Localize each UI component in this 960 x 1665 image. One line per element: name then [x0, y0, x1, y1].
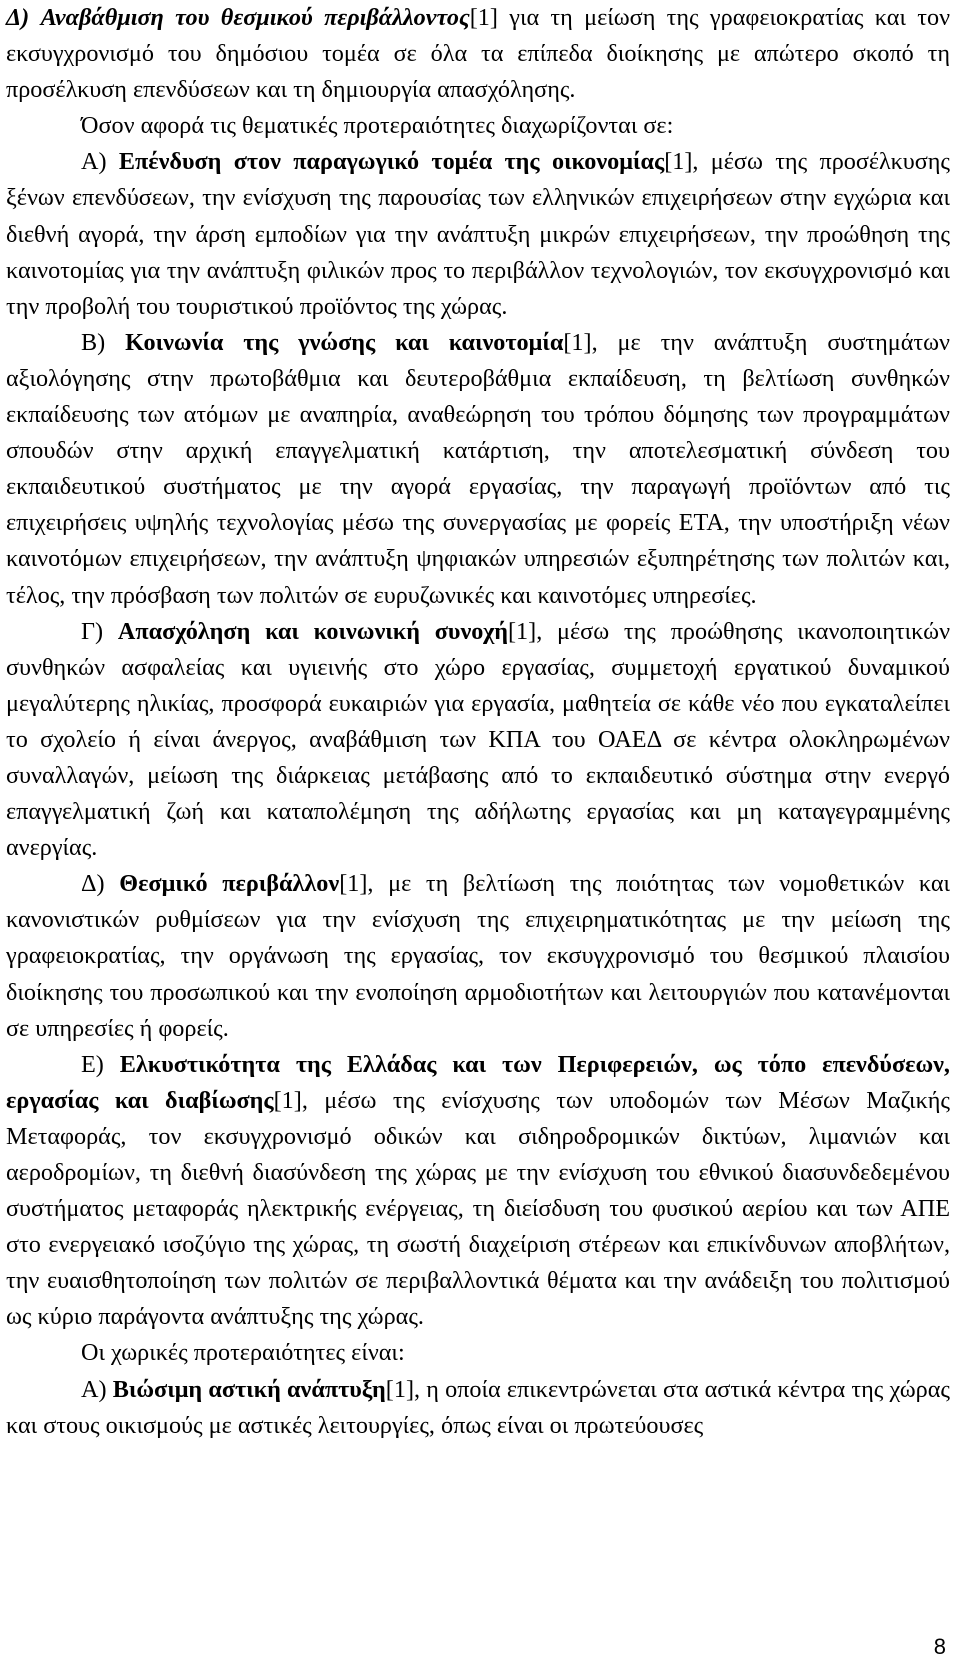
paragraph-thematic-intro: Όσον αφορά τις θεματικές προτεραιότητες διαχωρίζονται σε: [81, 112, 674, 140]
section-heading: Βιώσιμη αστική ανάπτυξη [112, 1375, 386, 1403]
section-heading: Κοινωνία της γνώσης και καινοτομία [125, 328, 564, 356]
paragraph-text: , με τη βελτίωση της ποιότητας των νομοθετικών και κανονιστικών ρυθμίσεων για την ενίσχυση της επιχειρηματικότητας με την μείωση της γραφειοκρατίας, την οργάνωση της εργασίας, τον εκσυγχρονισμό του θεσμικού πλαισίου διοίκησης του προσωπικού και την ενοποίηση αρμοδιοτήτων και λειτουργιών που κατανέμονται σε υπηρεσίες ή φορείς. [6, 870, 951, 1042]
paragraph-employment-cohesion [6, 614, 950, 867]
paragraph-text: , με την ανάπτυξη συστημάτων αξιολόγησης στην πρωτοβάθμια και δευτεροβάθμια εκπαίδευση, τη βελτίωση συνθηκών εκπαίδευσης των ατόμων με αναπηρία, αναθεώρηση του τρόπου δόμησης των προγραμμάτων σπουδών στην αρχική επαγγελματική κατάρτιση, την αποτελεσματική σύνδεση του εκπαιδευτικού συστήματος με την αγορά εργασίας, την παραγωγή προϊόντων από τις επιχειρήσεις υψηλής τεχνολογίας μέσω της συνεργασίας με φορείς ΕΤΑ, την υποστήριξη νέων καινοτόμων επιχειρήσεων, την ανάπτυξη ψηφιακών υπηρεσιών εξυπηρέτησης των πολιτών και, τέλος, την πρόσβαση των πολιτών σε ευρυζωνικές και καινοτόμες υπηρεσίες. [6, 328, 950, 609]
paragraph-text: , μέσω της ενίσχυσης των υποδομών των Μέσων Μαζικής Μεταφοράς, τον εκσυγχρονισμό οδικών και σιδηροδρομικών δικτύων, λιμανιών και αεροδρομίων, τη διεθνή διασύνδεση της χώρας με την ενίσχυση του εθνικού διασυνδεδεμένου συστήματος μεταφοράς ηλεκτρικής ενέργειας, τη διείσδυση του φυσικού αερίου και των ΑΠΕ στο ενεργειακό ισοζύγιο της χώρας, τη σωστή διαχείριση στέρεων και επικίνδυνων αποβλήτων, την ευαισθητοποίηση των πολιτών σε περιβαλλοντικά θέματα και την ανάδειξη του πολιτισμού ως κύριο παράγοντα ανάπτυξης της χώρας. [6, 1086, 950, 1331]
citation-ref: [1] [563, 328, 592, 356]
paragraph-productive-sector [6, 144, 950, 324]
document-body [6, 0, 950, 1444]
citation-ref: [1] [469, 4, 498, 31]
section-heading: Αναβάθμιση του θεσμικού περιβάλλοντος [40, 4, 470, 31]
section-label: Δ) [81, 870, 120, 898]
paragraph-text: για τη μείωση της γραφειοκρατίας και τον εκσυγχρονισμό του δημόσιου τομέα σε όλα τα επίπεδα διοίκησης με απώτερο σκοπό τη προσέλκυση επενδύσεων και τη δημιουργία απασχόλησης. [6, 4, 951, 104]
citation-ref: [1] [507, 617, 537, 645]
paragraph-urban-development [6, 1372, 950, 1444]
paragraph-institutional-environment [6, 866, 950, 1046]
citation-ref: [1] [664, 148, 693, 176]
section-label: Β) [81, 328, 126, 356]
page-number: 8 [933, 1634, 946, 1659]
paragraph-text: , η οποία επικεντρώνεται στα αστικά κέντρα της χώρας και στους οικισμούς με αστικές λειτουργίες, όπως είναι οι πρωτεύουσες [6, 1375, 950, 1439]
section-label: Δ) [6, 4, 30, 31]
paragraph-attractiveness [6, 1047, 950, 1336]
citation-ref: [1] [273, 1086, 302, 1114]
paragraph-institutional-upgrade [6, 0, 950, 108]
section-heading: Θεσμικό περιβάλλον [119, 870, 340, 898]
section-heading: Επένδυση στον παραγωγικό τομέα της οικονομίας [118, 148, 665, 176]
section-label: Γ) [81, 617, 118, 645]
paragraph-knowledge-society [6, 325, 950, 614]
section-label: Α) [81, 1375, 113, 1403]
section-label: Ε) [81, 1050, 120, 1078]
citation-ref: [1] [339, 870, 368, 898]
paragraph-text: , μέσω της προώθησης ικανοποιητικών συνθηκών ασφαλείας και υγιεινής στο χώρο εργασίας, συμμετοχή εργατικού δυναμικού μεγαλύτερης ηλικίας, προσφορά ευκαιριών για εργασία, μαθητεία σε κάθε νέο που εγκαταλείπει το σχολείο ή είναι άνεργος, αναβάθμιση των ΚΠΑ του ΟΑΕΔ σε κέντρα ολοκληρωμένων συναλλαγών, μείωση της διάρκειας μετάβασης από το εκπαιδευτικό σύστημα στην ενεργό επαγγελματική ζωή και καταπολέμηση της αδήλωτης εργασίας και μη καταγεγραμμένης ανεργίας. [6, 617, 951, 862]
section-heading: Ελκυστικότητα της Ελλάδας και των Περιφερειών, ως τόπο επενδύσεων, εργασίας και διαβίωσης [6, 1050, 950, 1114]
paragraph-spatial-intro: Οι χωρικές προτεραιότητες είναι: [81, 1339, 405, 1367]
citation-ref: [1] [385, 1375, 414, 1403]
section-label: Α) [81, 148, 119, 176]
section-heading: Απασχόληση και κοινωνική συνοχή [117, 617, 508, 645]
paragraph-text: , μέσω της προσέλκυσης ξένων επενδύσεων, την ενίσχυση της παρουσίας των ελληνικών επιχειρήσεων στην εγχώρια και διεθνή αγορά, την άρση εμποδίων για την ανάπτυξη μικρών επιχειρήσεων, την προώθηση της καινοτομίας για την ανάπτυξη φιλικών προς το περιβάλλον τεχνολογιών, τον εκσυγχρονισμό και την προβολή του τουριστικού προϊόντος της χώρας. [6, 148, 950, 320]
